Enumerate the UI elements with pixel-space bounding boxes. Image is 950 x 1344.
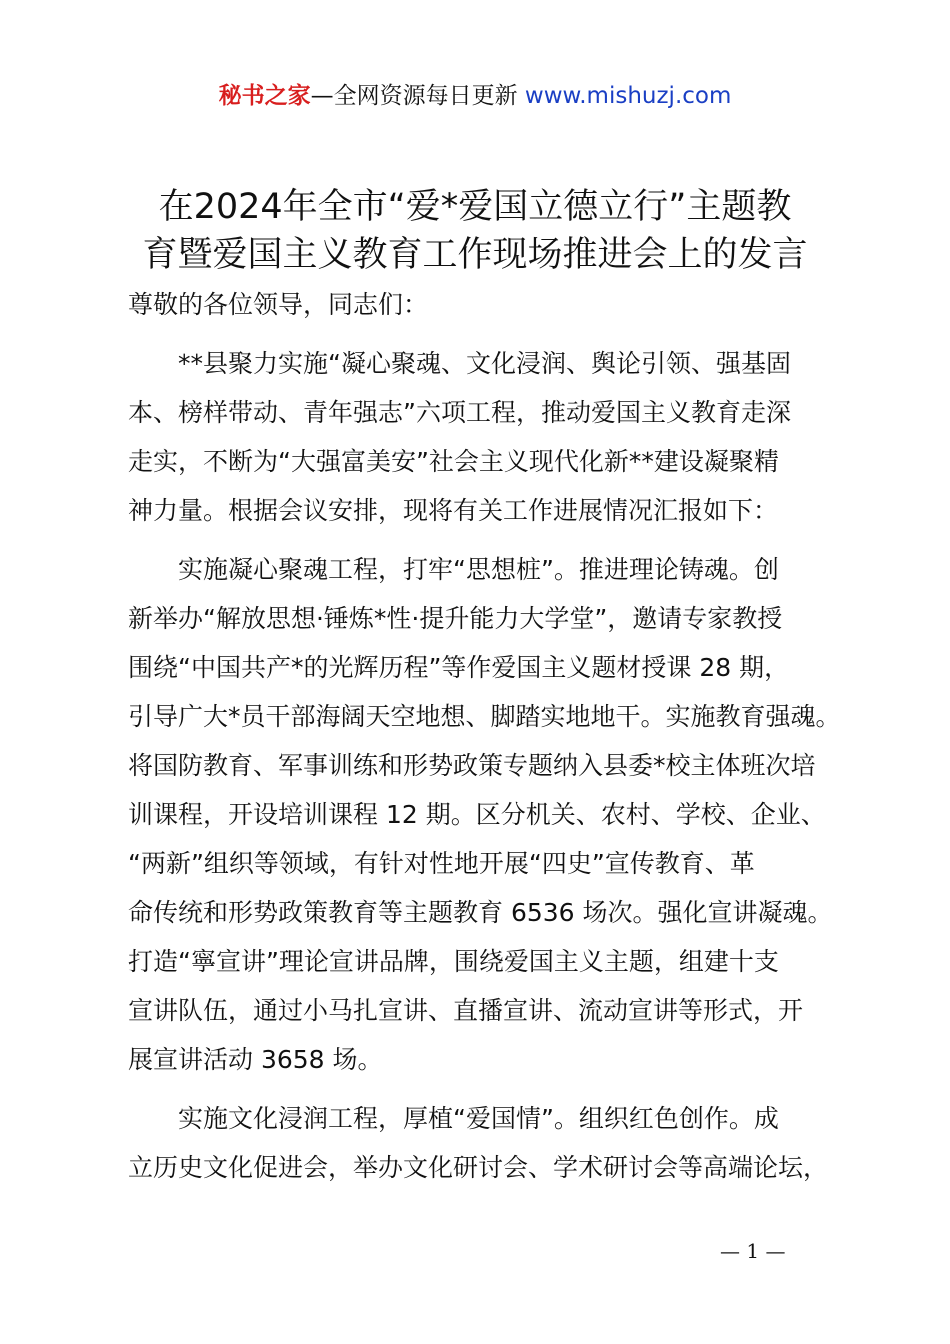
- paragraph-line: 将国防教育、军事训练和形势政策专题纳入县委*校主体班次培: [128, 751, 816, 780]
- site-brand: 秘书之家: [218, 83, 311, 109]
- paragraph-3: [128, 1098, 838, 1196]
- title-line-1: 在2024年全市“爱*爱国立德立行”主题教: [158, 187, 792, 227]
- paragraph-line: 围绕“中国共产*的光辉历程”等作爱国主义题材授课 28 期，: [128, 653, 790, 682]
- paragraph-line: **县聚力实施“凝心聚魂、文化浸润、舆论引领、强基固: [128, 349, 791, 378]
- paragraph-line: 实施凝心聚魂工程，打牢“思想桩”。推进理论铸魂。创: [128, 555, 779, 584]
- paragraph-2: [128, 549, 841, 1088]
- paragraph-line: 展宣讲活动 3658 场。: [128, 1045, 383, 1074]
- page-number: — 1 —: [720, 1239, 786, 1263]
- paragraph-line: 命传统和形势政策教育等主题教育 6536 场次。强化宣讲凝魂。: [128, 898, 833, 927]
- title-line-2: 育暨爱国主义教育工作现场推进会上的发言: [142, 235, 808, 275]
- paragraph-line: 打造“寧宣讲”理论宣讲品牌，围绕爱国主义主题，组建十支: [128, 947, 779, 976]
- site-url-link[interactable]: www.mishuzj.com: [524, 83, 732, 109]
- paragraph-line: 宣讲队伍，通过小马扎宣讲、直播宣讲、流动宣讲等形式，开: [128, 996, 804, 1025]
- paragraph-1: [128, 343, 838, 539]
- paragraph-line: 神力量。根据会议安排，现将有关工作进展情况汇报如下：: [128, 496, 779, 525]
- document-title: [100, 183, 850, 279]
- site-slogan: —全网资源每日更新: [310, 83, 525, 109]
- salutation: 尊敬的各位领导，同志们：: [128, 290, 429, 319]
- paragraph-line: 训课程，开设培训课程 12 期。区分机关、农村、学校、企业、: [128, 800, 826, 829]
- document-body: [128, 284, 841, 1196]
- paragraph-line: “两新”组织等领域，有针对性地开展“四史”宣传教育、革: [128, 849, 755, 878]
- paragraph-line: 本、榜样带动、青年强志”六项工程，推动爱国主义教育走深: [128, 398, 791, 427]
- site-header: [0, 80, 950, 112]
- paragraph-line: 走实，不断为“大强富美安”社会主义现代化新**建设凝聚精: [128, 447, 779, 476]
- paragraph-line: 立历史文化促进会，举办文化研讨会、学术研讨会等高端论坛，: [128, 1153, 829, 1182]
- paragraph-line: 引导广大*员干部海阔天空地想、脚踏实地地干。实施教育强魂。: [128, 702, 841, 731]
- paragraph-line: 实施文化浸润工程，厚植“爱国情”。组织红色创作。成: [128, 1104, 779, 1133]
- paragraph-line: 新举办“解放思想·锤炼*性·提升能力大学堂”，邀请专家教授: [128, 604, 783, 633]
